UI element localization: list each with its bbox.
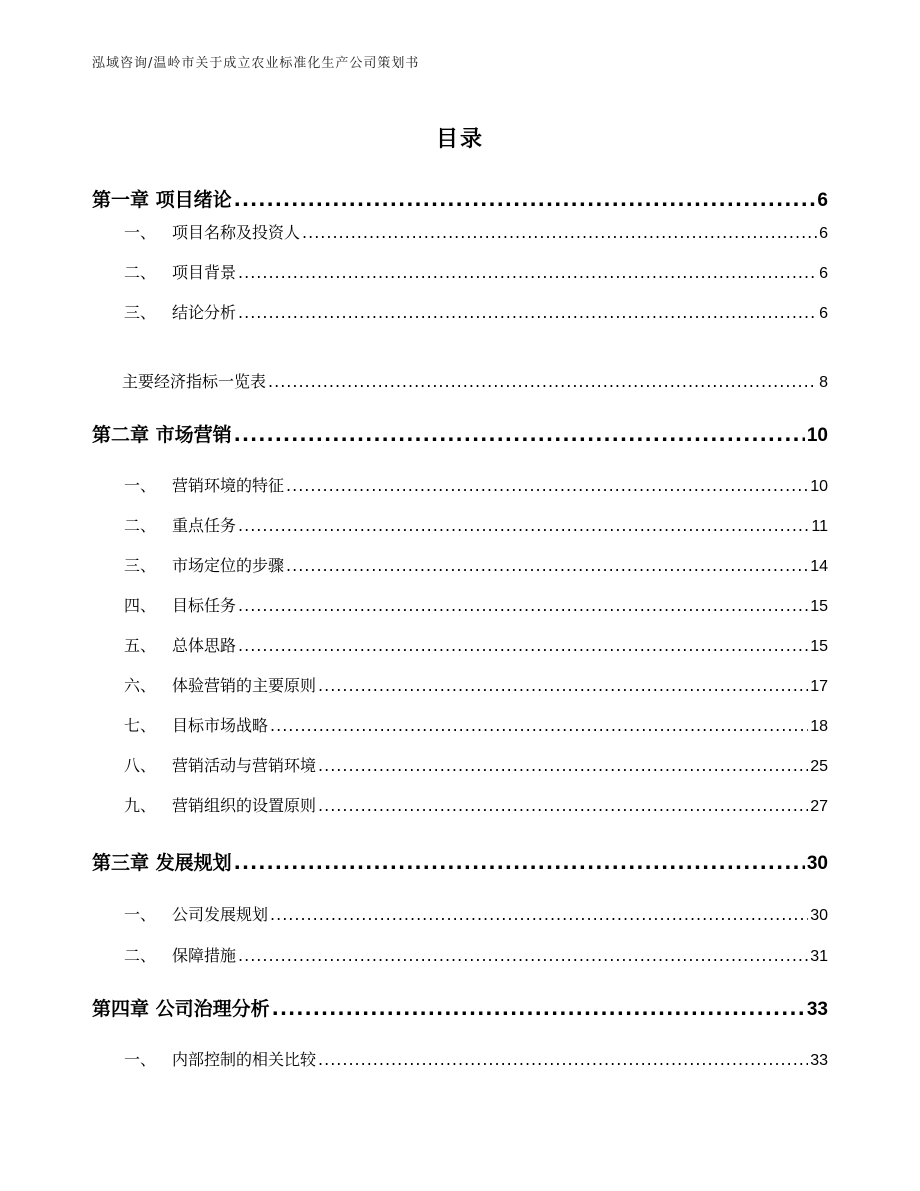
entry-label: 营销环境的特征 (172, 476, 285, 495)
entry-label: 公司发展规划 (172, 905, 269, 924)
entry-page-number: 27 (810, 798, 828, 815)
dot-leader (238, 516, 809, 535)
toc-entry[interactable] (124, 1047, 828, 1070)
entry-number: 二、 (124, 946, 157, 965)
entry-label: 保障措施 (172, 946, 237, 965)
entry-number: 五、 (124, 636, 157, 655)
entry-page-number: 6 (819, 305, 828, 322)
toc-entry[interactable] (124, 713, 828, 736)
dot-leader (238, 263, 817, 282)
entry-label: 项目名称及投资人 (172, 223, 301, 242)
toc-entry[interactable] (124, 260, 828, 283)
toc-entry[interactable] (124, 753, 828, 776)
toc-entry[interactable] (124, 633, 828, 656)
entry-page-number: 33 (806, 999, 828, 1020)
entry-label: 市场定位的步骤 (172, 556, 285, 575)
entry-number: 一、 (124, 223, 157, 242)
dot-leader (268, 372, 817, 391)
entry-label: 营销活动与营销环境 (172, 756, 317, 775)
dot-leader (238, 636, 808, 655)
entry-number: 三、 (124, 303, 157, 322)
entry-label: 营销组织的设置原则 (172, 796, 317, 815)
entry-number: 四、 (124, 596, 157, 615)
toc-entry[interactable] (124, 473, 828, 496)
entry-page-number: 6 (819, 225, 828, 242)
dot-leader (234, 852, 805, 874)
entry-page-number: 15 (810, 598, 828, 615)
toc-chapter-entry[interactable] (92, 185, 828, 212)
entry-number: 一、 (124, 905, 157, 924)
entry-label: 重点任务 (172, 516, 237, 535)
dot-leader (302, 223, 817, 242)
toc-chapter-entry[interactable] (92, 848, 828, 875)
entry-label: 第三章 发展规划 (92, 852, 232, 874)
entry-page-number: 30 (810, 907, 828, 924)
toc-entry[interactable] (122, 369, 828, 392)
toc-entry[interactable] (124, 943, 828, 966)
entry-number: 一、 (124, 1050, 157, 1069)
toc-chapter-entry[interactable] (92, 994, 828, 1021)
dot-leader (286, 556, 808, 575)
entry-page-number: 6 (819, 265, 828, 282)
toc-entry[interactable] (124, 513, 828, 536)
dot-leader (318, 756, 808, 775)
entry-number: 八、 (124, 756, 157, 775)
entry-label: 主要经济指标一览表 (122, 372, 267, 391)
entry-page-number: 10 (810, 478, 828, 495)
entry-page-number: 31 (810, 948, 828, 965)
toc-entry[interactable] (124, 793, 828, 816)
entry-label: 内部控制的相关比较 (172, 1050, 317, 1069)
toc-entry[interactable] (124, 553, 828, 576)
entry-label: 第二章 市场营销 (92, 424, 232, 446)
entry-page-number: 11 (811, 518, 828, 535)
entry-page-number: 8 (819, 374, 828, 391)
entry-page-number: 14 (810, 558, 828, 575)
entry-label: 目标任务 (172, 596, 237, 615)
dot-leader (318, 796, 808, 815)
toc-entry[interactable] (124, 300, 828, 323)
entry-page-number: 25 (810, 758, 828, 775)
toc-entry[interactable] (124, 902, 828, 925)
toc-title: 目录 (435, 127, 484, 152)
dot-leader (270, 716, 808, 735)
entry-label: 第四章 公司治理分析 (92, 998, 270, 1020)
toc-entry[interactable] (124, 673, 828, 696)
entry-page-number: 33 (810, 1052, 828, 1069)
entry-page-number: 30 (806, 853, 828, 874)
dot-leader (286, 476, 808, 495)
dot-leader (270, 905, 808, 924)
entry-label: 目标市场战略 (172, 716, 269, 735)
entry-page-number: 10 (806, 425, 828, 446)
toc-chapter-entry[interactable] (92, 420, 828, 447)
entry-number: 九、 (124, 796, 157, 815)
entry-page-number: 17 (810, 678, 828, 695)
dot-leader (272, 998, 805, 1020)
entry-page-number: 6 (817, 190, 828, 211)
entry-page-number: 18 (810, 718, 828, 735)
toc-entry[interactable] (124, 593, 828, 616)
dot-leader (234, 424, 805, 446)
dot-leader (318, 676, 808, 695)
entry-number: 二、 (124, 516, 157, 535)
dot-leader (318, 1050, 808, 1069)
entry-number: 三、 (124, 556, 157, 575)
entry-label: 结论分析 (172, 303, 237, 322)
entry-label: 体验营销的主要原则 (172, 676, 317, 695)
dot-leader (234, 189, 816, 211)
page-header: 泓域咨询/温岭市关于成立农业标准化生产公司策划书 (92, 56, 420, 71)
entry-page-number: 15 (810, 638, 828, 655)
entry-number: 一、 (124, 476, 157, 495)
entry-label: 项目背景 (172, 263, 237, 282)
dot-leader (238, 303, 817, 322)
entry-number: 六、 (124, 676, 157, 695)
entry-label: 第一章 项目绪论 (92, 189, 232, 211)
entry-label: 总体思路 (172, 636, 237, 655)
entry-number: 七、 (124, 716, 157, 735)
dot-leader (238, 946, 808, 965)
dot-leader (238, 596, 808, 615)
toc-entry[interactable] (124, 220, 828, 243)
entry-number: 二、 (124, 263, 157, 282)
